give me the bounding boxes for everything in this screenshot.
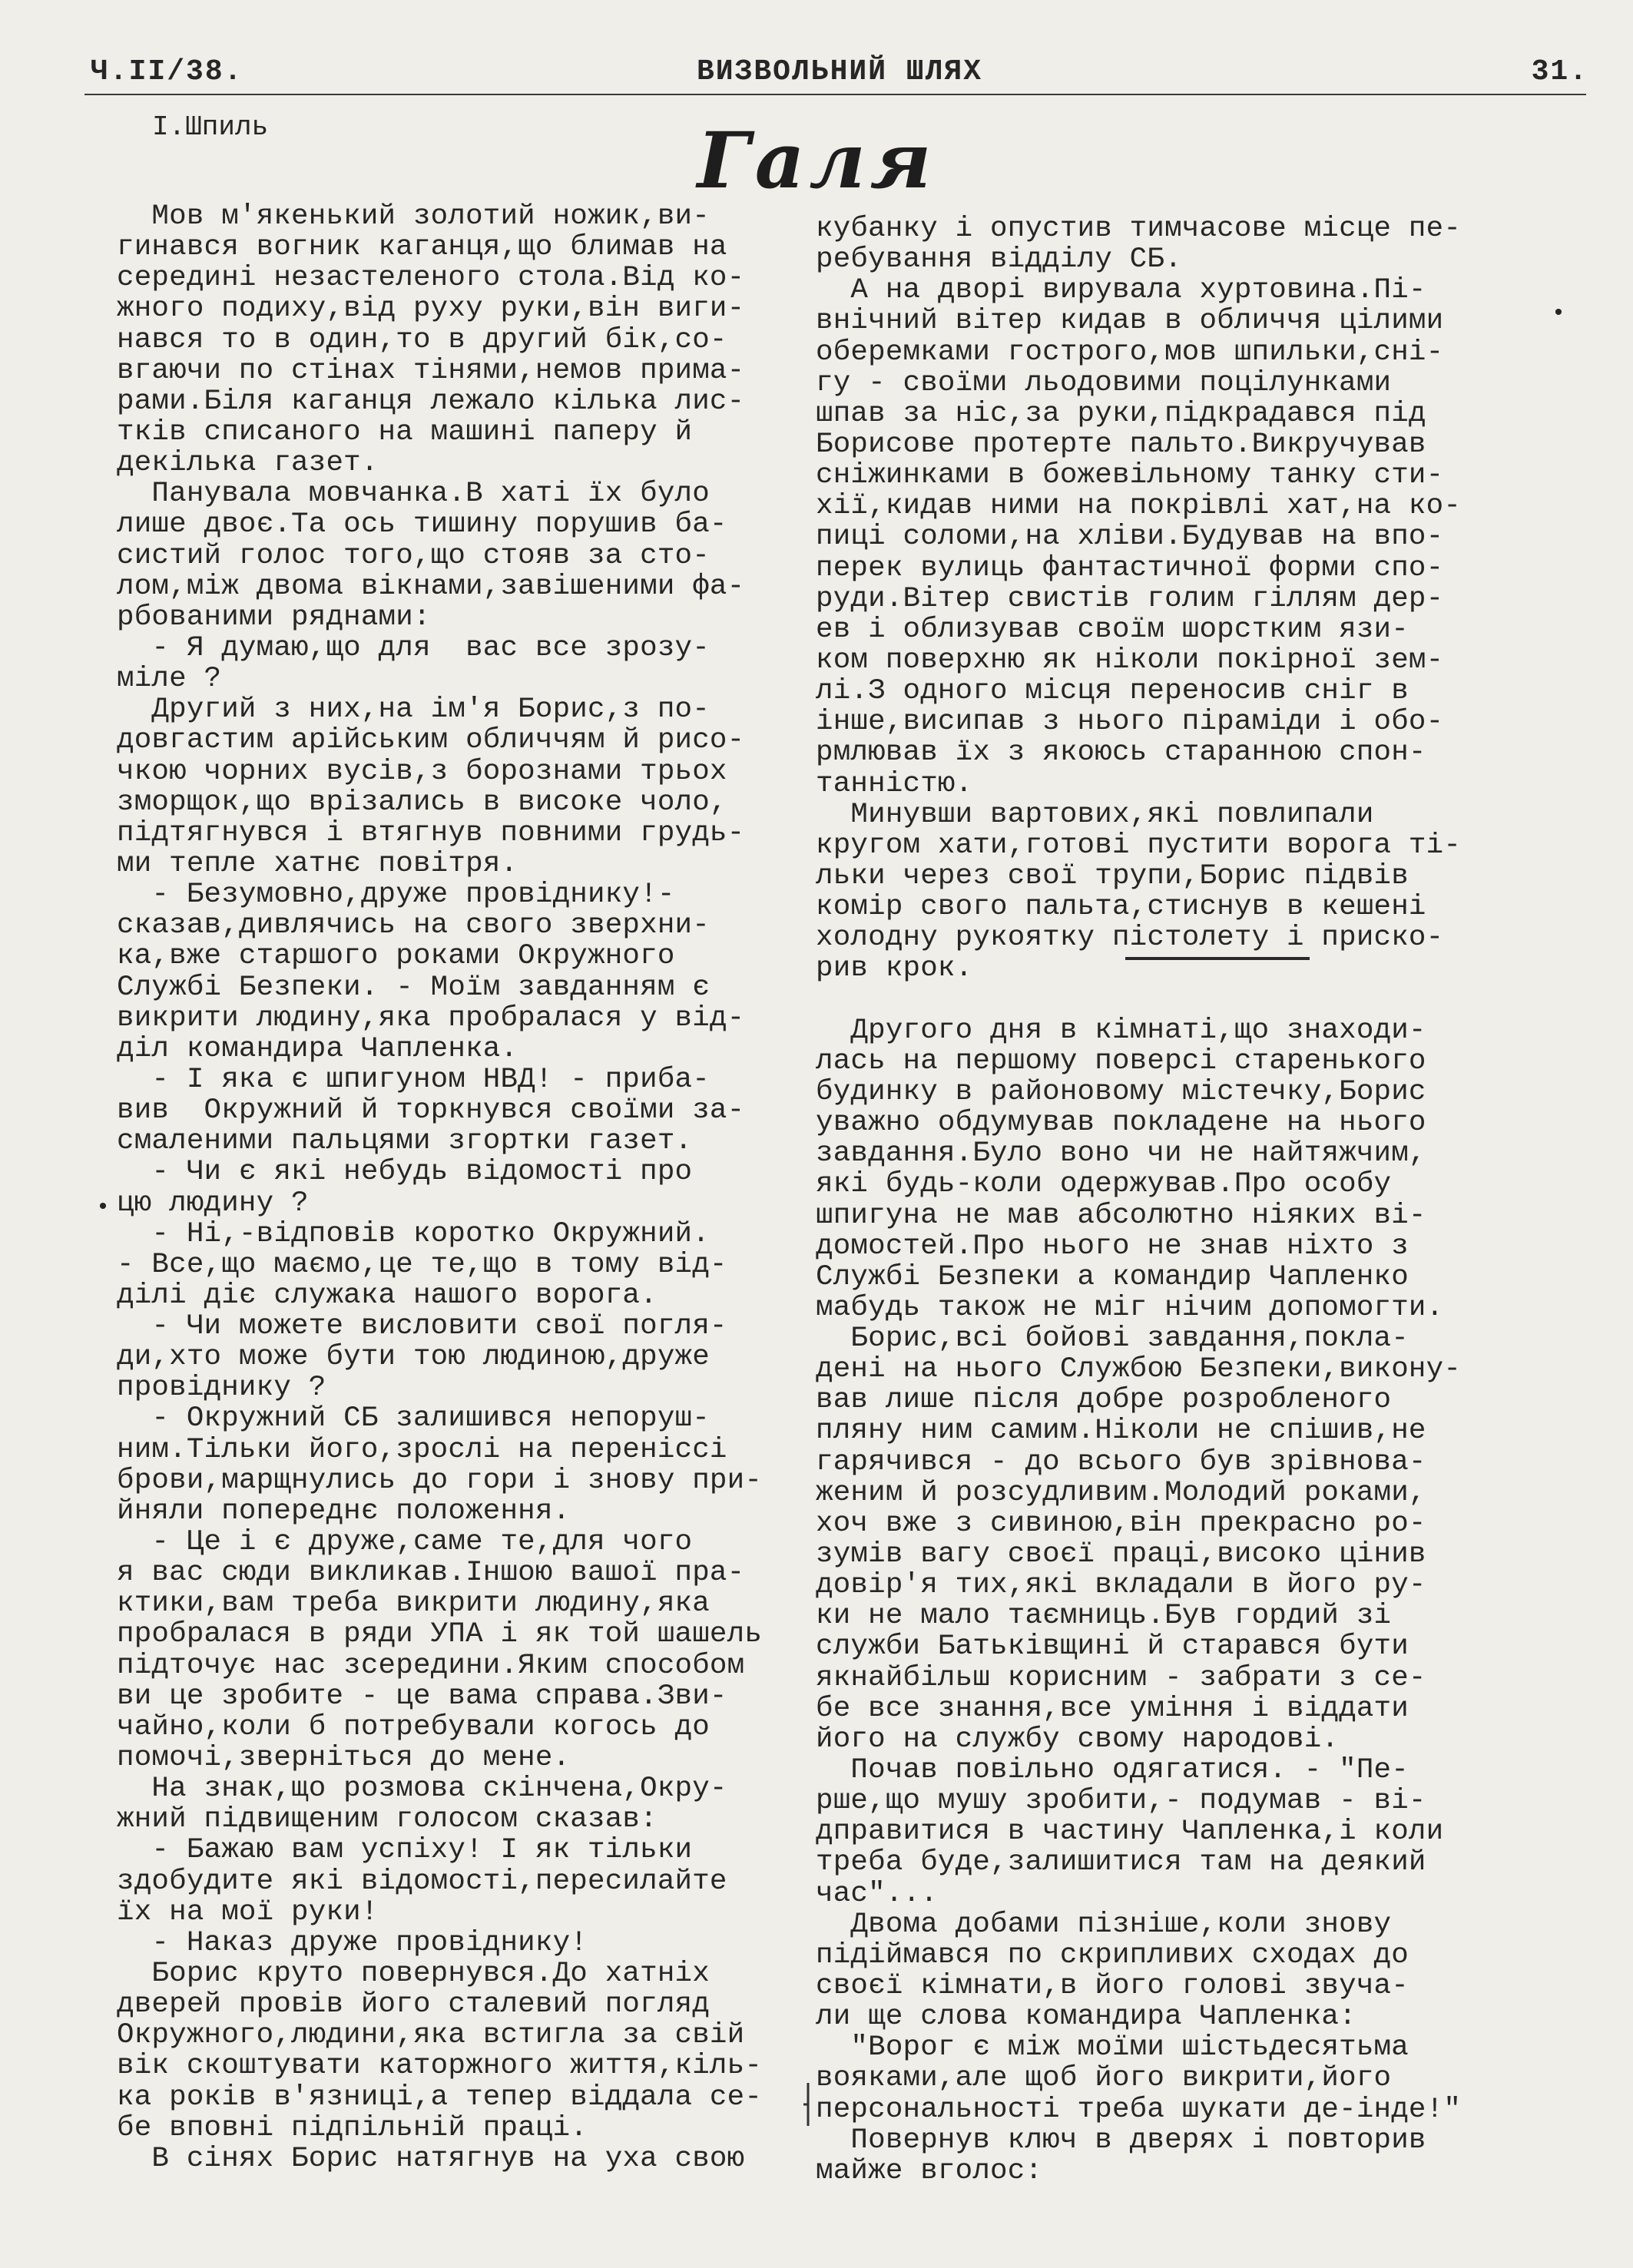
text-line: інше,висипав з нього піраміди і обо- — [816, 706, 1444, 739]
text-line: ктики,вам треба викрити людину,яка — [117, 1588, 710, 1621]
text-line: Повернув ключ в дверях і повторив — [816, 2124, 1426, 2157]
text-line: шпав за ніс,за руки,підкрадався під — [816, 397, 1426, 430]
text-line: вав лише після добре розробленого — [816, 1384, 1392, 1417]
text-line: женим й розсудливим.Молодий роками, — [816, 1476, 1426, 1509]
text-line: рбованими ряднами: — [117, 601, 431, 634]
text-line: жний підвищеним голосом сказав: — [117, 1803, 658, 1836]
text-line: ли ще слова командира Чапленка: — [816, 2001, 1356, 2034]
text-line: рив крок. — [816, 952, 973, 985]
text-line: його на службу свому народові. — [816, 1723, 1340, 1756]
text-line: брови,марщнулись до гори і знову при- — [117, 1464, 763, 1497]
text-line: чайно,коли б потребували когось до — [117, 1710, 710, 1743]
text-line: якнайбільш корисним - забрати з се- — [816, 1661, 1426, 1694]
text-line: довгастим арійським обличчям й рисо- — [117, 724, 745, 757]
text-line: вив Окружний й торкнувся своїми за- — [117, 1094, 745, 1127]
text-line: лась на першому поверсі старенького — [816, 1045, 1426, 1078]
ink-speck: • — [1552, 301, 1566, 327]
text-line: комір свого пальта,стиснув в кешені — [816, 891, 1426, 924]
text-line: Борис круто повернувся.До хатніх — [117, 1958, 710, 1991]
left-text-column — [117, 201, 808, 2174]
text-line: В сінях Борис натягнув на уха свою — [117, 2142, 745, 2175]
text-line: довір'я тих,які вкладали в його ру- — [816, 1569, 1426, 1602]
text-line: - Ні,-відповів коротко Окружний. — [117, 1217, 710, 1250]
text-line: льки через свої трупи,Борис підвів — [816, 859, 1409, 892]
text-line: час"... — [816, 1877, 938, 1910]
text-line: мабудь також не міг нічим допомогти. — [816, 1291, 1444, 1324]
text-line: ка,вже старшого роками Окружного — [117, 940, 675, 973]
text-line: пляну ним самим.Ніколи не спішив,не — [816, 1415, 1426, 1448]
text-line: Окружного,людини,яка встигла за свій — [117, 2019, 745, 2052]
text-line: Панувала мовчанка.В хаті їх було — [117, 478, 710, 511]
text-line: - Це і є друже,саме те,для чого — [117, 1526, 693, 1559]
text-line: ком поверхню як ніколи покірної зем- — [816, 644, 1444, 677]
text-line: гу - своїми льодовими поцілунками — [816, 366, 1392, 399]
text-line: гинався вогник каганця,що блимав на — [117, 231, 727, 264]
text-line: домостей.Про нього не знав ніхто з — [816, 1230, 1409, 1263]
text-line: смаленими пальцями згортки газет. — [117, 1125, 693, 1158]
text-line: холодну рукоятку пістолету і приско- — [816, 922, 1444, 955]
text-line: Минувши вартових,які повлипали — [816, 798, 1374, 831]
text-line: Борис,всі бойові завдання,покла- — [816, 1323, 1409, 1356]
text-line: Службі Безпеки. - Моїм завданням є — [117, 971, 710, 1004]
text-line: дправитися в частину Чапленка,і коли — [816, 1816, 1444, 1849]
text-line: підтягнувся і втягнув повними грудь- — [117, 816, 745, 849]
text-line: пиці соломи,на хліви.Будував на впо- — [816, 521, 1444, 554]
text-line: будинку в районовому містечку,Борис — [816, 1075, 1426, 1108]
text-line: ев і облизував своїм шорстким язи- — [816, 613, 1409, 646]
text-line: пробралася в ряди УПА і як той шашель — [117, 1618, 763, 1651]
text-line: А на дворі вирувала хуртовина.Пі- — [816, 274, 1426, 307]
text-line: чкою чорних вусів,з борознами трьох — [117, 755, 727, 788]
text-line: рше,що мушу зробити,- подумав - ві- — [816, 1785, 1426, 1818]
text-line: ди,хто може бути тою людиною,друже — [117, 1341, 710, 1374]
text-line: Почав повільно одягатися. - "Пе- — [816, 1754, 1409, 1787]
text-line: рами.Біля каганця лежало кілька лис- — [117, 385, 745, 418]
text-line: бе вповні підпільній праці. — [117, 2111, 588, 2144]
text-line: провіднику ? — [117, 1372, 326, 1405]
text-line: підіймався по скрипливих сходах до — [816, 1939, 1409, 1972]
text-line: декілька газет. — [117, 447, 379, 480]
text-line: - І яка є шпигуном НВД! - приба- — [117, 1063, 710, 1096]
text-line: зумів вагу своєї праці,високо цінив — [816, 1538, 1426, 1571]
text-line: внічний вітер кидав в обличчя цілими — [816, 305, 1444, 338]
text-line: дені на нього Службою Безпеки,викону- — [816, 1353, 1462, 1386]
text-line: їх на мої руки! — [117, 1896, 379, 1929]
text-line: гарячився - до всього був зрівнова- — [816, 1445, 1426, 1478]
text-line: жного подиху,від руху руки,він виги- — [117, 293, 745, 326]
text-line: міле ? — [117, 663, 222, 696]
text-line: танністю. — [816, 767, 973, 800]
text-line: Борисове протерте пальто.Викручував — [816, 428, 1426, 461]
text-line: сказав,дивлячись на свого зверхни- — [117, 909, 710, 942]
text-line: ділі діє служака нашого ворога. — [117, 1279, 658, 1312]
text-line: дверей провів його сталевий погляд — [117, 1988, 710, 2021]
text-line: уважно обдумував покладене на нього — [816, 1107, 1426, 1140]
text-line: лом,між двома вікнами,завішеними фа- — [117, 570, 745, 603]
text-line: помочі,зверніться до мене. — [117, 1742, 571, 1775]
right-text-column — [816, 214, 1507, 2187]
text-line: - Окружний СБ залишився непоруш- — [117, 1402, 710, 1435]
text-line: служби Батьківщині й старався бути — [816, 1631, 1409, 1664]
header-rule — [84, 94, 1586, 95]
text-line: - Все,що маємо,це те,що в тому від- — [117, 1248, 727, 1281]
text-line: - Наказ друже провіднику! — [117, 1926, 588, 1959]
text-line: вік скоштувати каторжного життя,кіль- — [117, 2050, 763, 2083]
text-line: хії,кидав ними на покрівлі хат,на ко- — [816, 490, 1462, 523]
text-line: Другий з них,на ім'я Борис,з по- — [117, 694, 710, 727]
text-line: кругом хати,готові пустити ворога ті- — [816, 829, 1462, 862]
text-line: ребування відділу СБ. — [816, 243, 1182, 276]
text-line: систий голос того,що стояв за сто- — [117, 539, 710, 572]
text-line: бе все знання,все уміння і віддати — [816, 1692, 1409, 1725]
text-line: Мов м'якенький золотий ножик,ви- — [117, 200, 710, 233]
text-line: руди.Вітер свистів голим гіллям дер- — [816, 582, 1444, 615]
text-line: середині незастеленого стола.Від ко- — [117, 262, 745, 295]
article-author: I.Шпиль — [152, 111, 269, 143]
text-line: хоч вже з сивиною,він прекрасно ро- — [816, 1507, 1426, 1540]
text-line: вгаючи по стінах тінями,немов прима- — [117, 354, 745, 387]
text-line: треба буде,залишитися там на деякий — [816, 1846, 1426, 1879]
text-line: перек вулиць фантастичної форми спо- — [816, 551, 1444, 584]
text-line: рмлював їх з якоюсь старанною спон- — [816, 737, 1426, 770]
text-line: майже вголос: — [816, 2154, 1043, 2187]
section-separator — [1125, 957, 1310, 960]
text-line: завдання.Було воно чи не найтяжчим, — [816, 1137, 1426, 1170]
text-line: Другого дня в кімнаті,що знаходи- — [816, 1014, 1426, 1047]
text-line: сніжинками в божевільному танку сти- — [816, 459, 1444, 492]
text-line: персональності треба шукати де-інде!" — [816, 2093, 1462, 2126]
text-line: - Чи є які небудь відомості про — [117, 1156, 693, 1189]
text-line: підточує нас зсередини.Яким способом — [117, 1649, 745, 1682]
text-line: я вас сюди викликав.Іншою вашої пра- — [117, 1557, 745, 1590]
text-line: ми тепле хатнє повітря. — [117, 847, 518, 880]
text-line: ним.Тільки його,зрослі на переніссі — [117, 1433, 727, 1466]
text-line: Службі Безпеки а командир Чапленко — [816, 1260, 1409, 1293]
issue-number: Ч.II/38. — [91, 55, 243, 88]
text-line: вояками,але щоб його викрити,його — [816, 2062, 1392, 2095]
text-line: тків списаного на машині паперу й — [117, 416, 693, 449]
text-line: діл командира Чапленка. — [117, 1032, 518, 1065]
journal-title: ВИЗВОЛЬНИЙ ШЛЯХ — [696, 55, 983, 88]
text-line: ви це зробите - це вама справа.Зви- — [117, 1680, 727, 1713]
text-line: лі.З одного місця переносив сніг в — [816, 675, 1409, 708]
text-line: оберемками гострого,мов шпильки,сні- — [816, 336, 1444, 369]
text-line: - Бажаю вам успіху! І як тільки — [117, 1834, 693, 1867]
ink-speck: • — [96, 1195, 111, 1221]
text-line: цю людину ? — [117, 1187, 309, 1220]
text-line: шпигуна не мав абсолютно ніяких ві- — [816, 1199, 1426, 1232]
text-line: здобудите які відомості,пересилайте — [117, 1865, 727, 1898]
article-title: Галя — [697, 115, 936, 206]
text-line: своєї кімнати,в його голові звуча- — [816, 1970, 1409, 2003]
text-line: лише двоє.Та ось тишину порушив ба- — [117, 508, 727, 541]
text-line: йняли попереднє положення. — [117, 1495, 571, 1528]
text-line: кубанку і опустив тимчасове місце пе- — [816, 213, 1462, 245]
text-line: "Ворог є між моїми шістьдесятьма — [816, 2031, 1409, 2064]
text-line: - Безумовно,друже провіднику!- — [117, 879, 675, 912]
text-line: ка років в'язниці,а тепер віддала се- — [117, 2081, 763, 2114]
text-line: ки не мало таємниць.Був гордий зі — [816, 1600, 1392, 1633]
text-line: які будь-коли одержував.Про особу — [816, 1168, 1392, 1201]
text-line: викрити людину,яка пробралася у від- — [117, 1002, 745, 1035]
text-line: зморщок,що врізались в високе чоло, — [117, 786, 727, 819]
page-number: 31. — [1531, 55, 1588, 88]
page-header — [91, 55, 1588, 91]
text-line: Двома добами пізніше,коли знову — [816, 1908, 1392, 1941]
text-line — [816, 985, 1507, 1015]
text-line: нався то в один,то в другий бік,со- — [117, 323, 727, 356]
text-line: - Я думаю,що для вас все зрозу- — [117, 631, 710, 664]
text-line: - Чи можете висловити свої погля- — [117, 1310, 727, 1343]
column-divider-mark — [801, 2081, 815, 2127]
text-line: На знак,що розмова скінчена,Окру- — [117, 1773, 727, 1806]
